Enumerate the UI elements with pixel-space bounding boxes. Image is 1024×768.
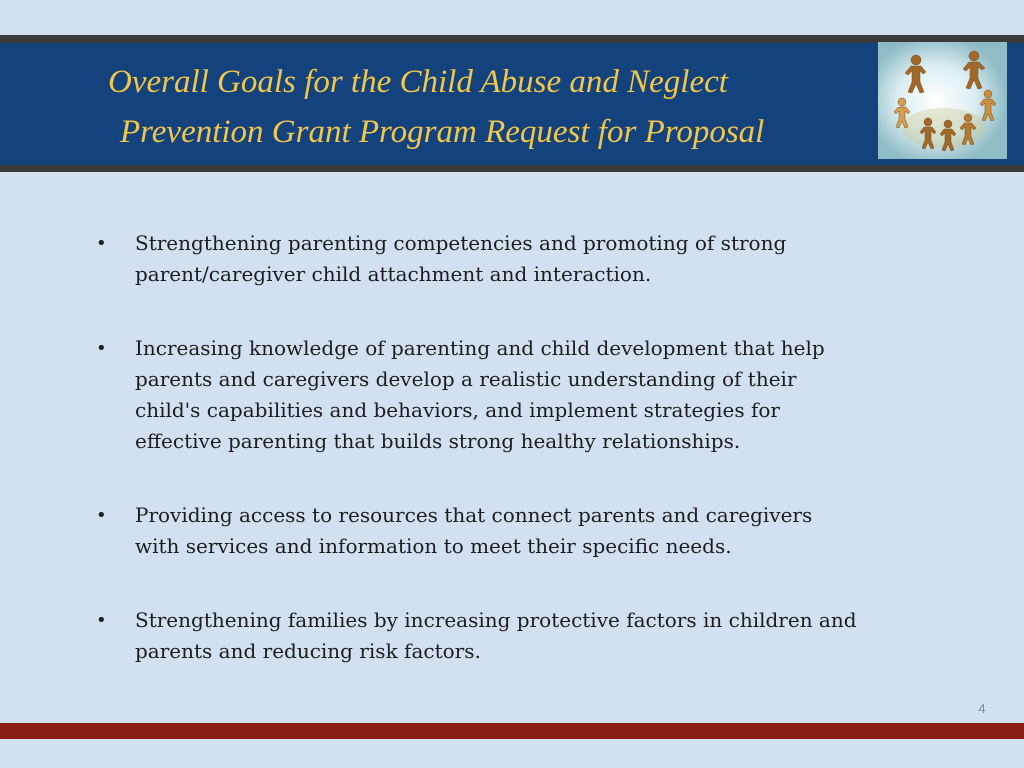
bullet-icon: •: [96, 233, 107, 254]
page-number: 4: [978, 701, 986, 716]
footer-divider: [0, 723, 1024, 739]
list-item-text: [135, 333, 936, 457]
list-item-line: parents and reducing risk factors.: [135, 639, 481, 663]
bullet-icon: •: [96, 338, 107, 359]
title-banner: [0, 43, 1024, 165]
list-item-line: parents and caregivers develop a realistic understanding of their: [135, 367, 797, 391]
list-item-text: [135, 605, 936, 667]
slide-title-line-1: Overall Goals for the Child Abuse and Neglect: [108, 64, 728, 100]
title-header: [0, 35, 1024, 172]
bullet-icon: •: [96, 505, 107, 526]
list-item-line: child's capabilities and behaviors, and implement strategies for: [135, 398, 780, 422]
people-circle-logo-graphic: [878, 42, 1007, 159]
list-item: [96, 500, 936, 562]
bullet-icon: •: [96, 610, 107, 631]
people-circle-icon: [878, 42, 1007, 159]
list-item: [96, 605, 936, 667]
list-item-text: [135, 228, 936, 290]
list-item-text: [135, 500, 936, 562]
goals-list: [96, 228, 936, 710]
list-item-line: parent/caregiver child attachment and interaction.: [135, 262, 652, 286]
list-item-line: with services and information to meet their specific needs.: [135, 534, 732, 558]
list-item: [96, 228, 936, 290]
slide-title: [108, 57, 848, 157]
slide-title-line-2: Prevention Grant Program Request for Proposal: [120, 114, 765, 150]
list-item: [96, 333, 936, 457]
list-item-line: Strengthening families by increasing protective factors in children and: [135, 608, 857, 632]
list-item-line: Increasing knowledge of parenting and child development that help: [135, 336, 825, 360]
list-item-line: Strengthening parenting competencies and promoting of strong: [135, 231, 787, 255]
list-item-line: Providing access to resources that connect parents and caregivers: [135, 503, 813, 527]
list-item-line: effective parenting that builds strong healthy relationships.: [135, 429, 741, 453]
